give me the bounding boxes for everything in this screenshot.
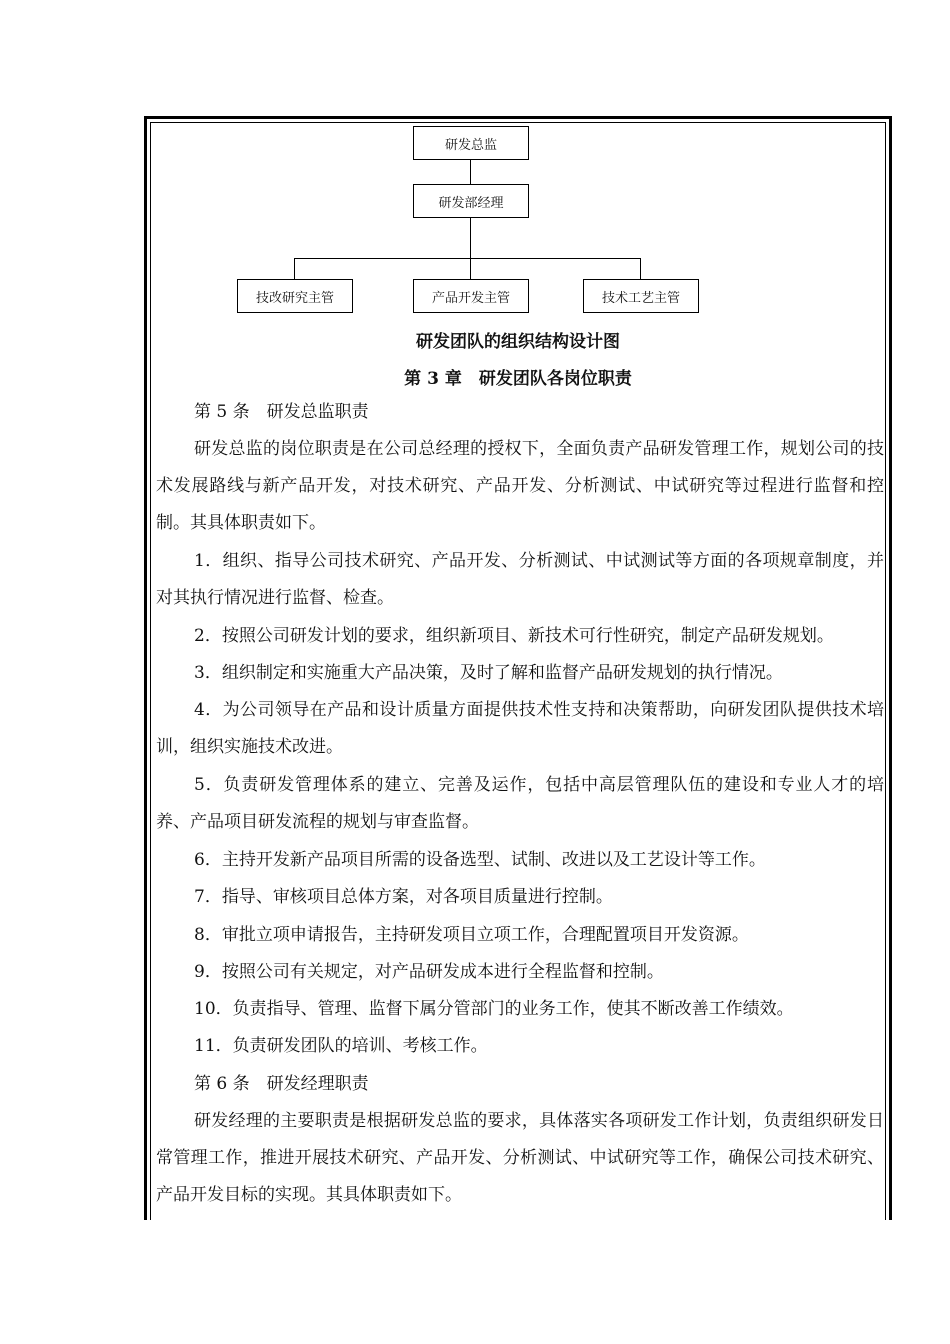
org-connector bbox=[470, 258, 471, 279]
org-connector bbox=[294, 258, 295, 279]
list-item: 4．为公司领导在产品和设计质量方面提供技术性支持和决策帮助，向研发团队提供技术培训，组织实施技术改进。 bbox=[156, 700, 884, 757]
list-item: 7．指导、审核项目总体方案，对各项目质量进行控制。 bbox=[194, 887, 613, 907]
section-intro: 研发总监的岗位职责是在公司总经理的授权下，全面负责产品研发管理工作，规划公司的技术发展路线与新产品开发，对技术研究、产品开发、分析测试、中试研究等过程进行监督和控制。其具体职责如下。 bbox=[156, 439, 884, 533]
list-item: 9．按照公司有关规定，对产品研发成本进行全程监督和控制。 bbox=[194, 962, 664, 982]
org-node-subordinate: 技术工艺主管 bbox=[583, 279, 699, 313]
chart-caption: 研发团队的组织结构设计图 bbox=[416, 332, 620, 352]
org-node-subordinate: 产品开发主管 bbox=[413, 279, 529, 313]
list-item: 2．按照公司研发计划的要求，组织新项目、新技术可行性研究，制定产品研发规划。 bbox=[194, 626, 834, 646]
list-item: 6．主持开发新产品项目所需的设备选型、试制、改进以及工艺设计等工作。 bbox=[194, 850, 766, 870]
org-connector bbox=[640, 258, 641, 279]
list-item: 10．负责指导、管理、监督下属分管部门的业务工作，使其不断改善工作绩效。 bbox=[194, 999, 794, 1019]
org-connector bbox=[470, 160, 471, 184]
section-heading: 第 5 条 研发总监职责 bbox=[194, 402, 369, 422]
section-heading: 第 6 条 研发经理职责 bbox=[194, 1074, 369, 1094]
org-chart bbox=[0, 0, 950, 330]
chapter-heading: 第 3 章 研发团队各岗位职责 bbox=[404, 369, 632, 389]
org-node-manager: 研发部经理 bbox=[413, 184, 529, 218]
list-item: 5．负责研发管理体系的建立、完善及运作，包括中高层管理队伍的建设和专业人才的培养、产品项目研发流程的规划与审查监督。 bbox=[156, 775, 884, 832]
list-item: 11．负责研发团队的培训、考核工作。 bbox=[194, 1036, 488, 1056]
org-connector bbox=[294, 258, 641, 259]
list-item: 8．审批立项申请报告，主持研发项目立项工作，合理配置项目开发资源。 bbox=[194, 925, 749, 945]
list-item: 1．组织、指导公司技术研究、产品开发、分析测试、中试测试等方面的各项规章制度，并对其执行情况进行监督、检查。 bbox=[156, 551, 884, 608]
org-node-subordinate: 技改研究主管 bbox=[237, 279, 353, 313]
list-item: 3．组织制定和实施重大产品决策，及时了解和监督产品研发规划的执行情况。 bbox=[194, 663, 783, 683]
section-intro: 研发经理的主要职责是根据研发总监的要求，具体落实各项研发工作计划，负责组织研发日常管理工作，推进开展技术研究、产品开发、分析测试、中试研究等工作，确保公司技术研究、产品开发目标的实现。其具体职责如下。 bbox=[156, 1111, 884, 1205]
org-connector bbox=[470, 218, 471, 258]
org-node-director: 研发总监 bbox=[413, 126, 529, 160]
